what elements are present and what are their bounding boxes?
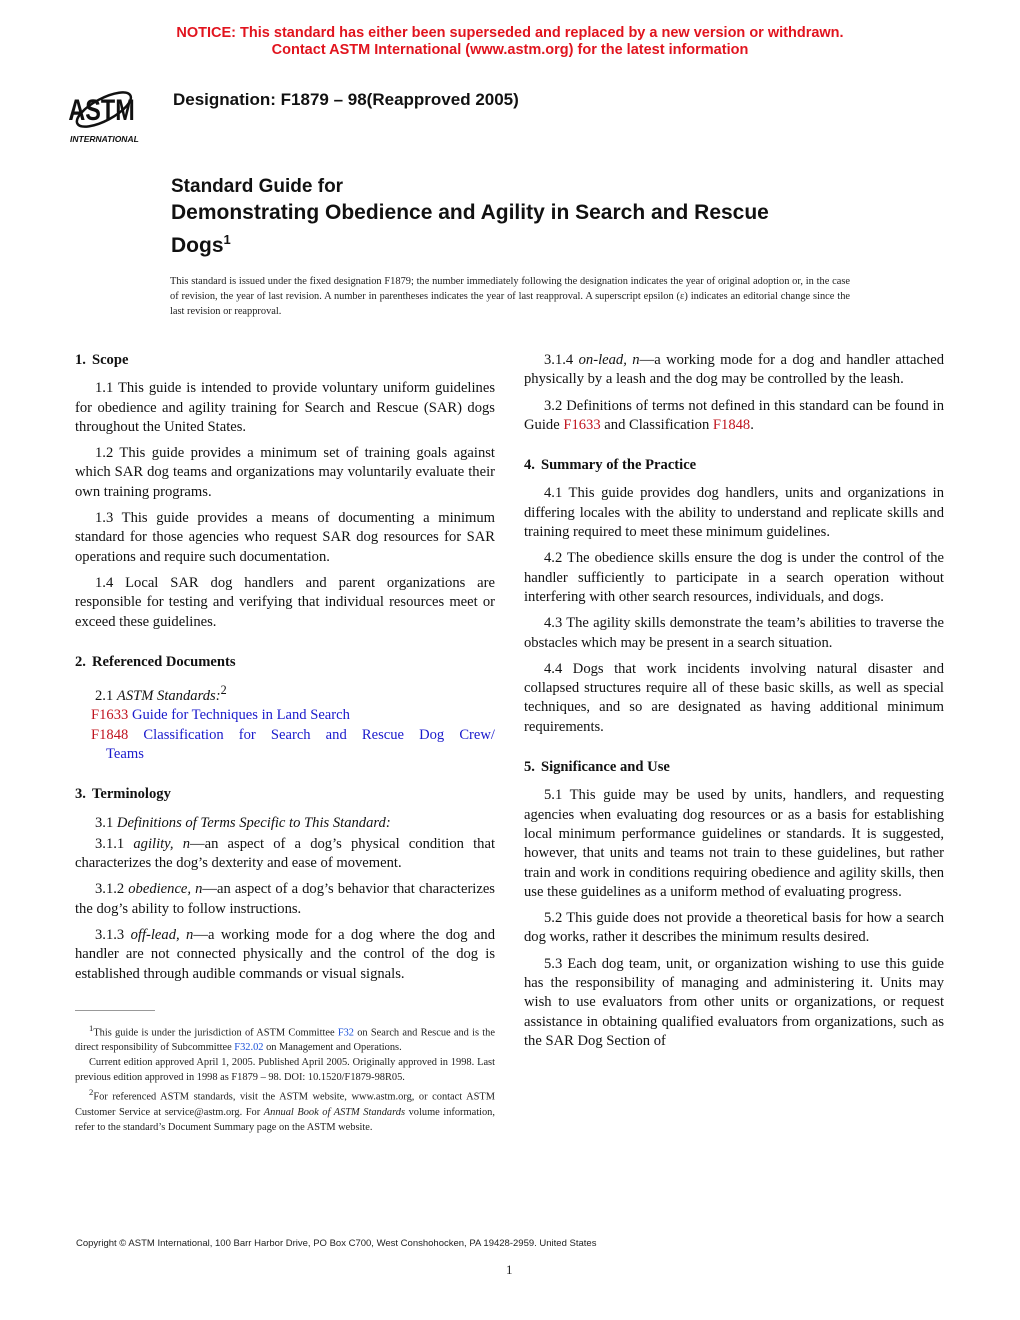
term: on-lead, n (578, 352, 640, 368)
definition-text: —a working mode for a dog and handler attached physically by a leash and the dog may be controlled by the leash. (524, 352, 944, 388)
section-3-heading (75, 785, 495, 804)
text: For referenced ASTM standards, visit the ASTM website, www.astm.org, or contact ASTM Customer Service at service@astm.org. For (75, 1091, 495, 1118)
footnote-ref-2: 2 (220, 683, 227, 698)
link-subcommittee-f32-02[interactable]: F32.02 (234, 1042, 264, 1054)
svg-text:INTERNATIONAL: INTERNATIONAL (70, 134, 139, 144)
term: obedience, n (128, 881, 203, 898)
reference-title-link[interactable]: Classification for Search and Rescue Dog Crew/ (143, 726, 495, 743)
svg-text:ASTM: ASTM (68, 93, 135, 127)
text: on Search and Rescue and is the direct responsibility of Subcommittee (75, 1027, 495, 1054)
paragraph-5-1: 5.1 This guide may be used by units, handlers, and requesting agencies when evaluating dog resources or as a basis for establishing local minimum performance guidelines or standards. It is suggested, however, that units and teams not train to these guidelines, but rather train and work in conditions requiring obedience and agility skills, then use these guidelines as a uniform method of evaluating progress. (524, 787, 944, 900)
reference-f1848-continued (75, 745, 495, 764)
reference-title-link-cont[interactable]: Teams (106, 745, 144, 762)
definition-obedience (75, 880, 495, 919)
page-number: 1 (506, 1262, 513, 1277)
notice-line-1: NOTICE: This standard has either been superseded and replaced by a new version or withdrawn. (176, 25, 844, 41)
term: agility, n (133, 835, 190, 852)
paragraph-2-1 (75, 681, 495, 706)
section-5-heading (524, 758, 944, 777)
paragraph-4-4: 4.4 Dogs that work incidents involving natural disaster and collapsed structures require all of these basic skills, as well as special techniques, and so are designated as having additional minimum requirements. (524, 660, 944, 735)
title-line-1: Standard Guide for (171, 176, 344, 197)
notice-line-2: Contact ASTM International (www.astm.org) for the latest information (271, 42, 749, 58)
section-title: Significance and Use (540, 759, 670, 776)
text: volume information, refer to the standard’s Document Summary page on the ASTM website. (75, 1106, 495, 1133)
section-title: Summary of the Practice (540, 457, 697, 474)
paragraph-number: 2.1 (95, 688, 114, 705)
section-title: Referenced Documents (91, 653, 236, 670)
paragraph-5-2: 5.2 This guide does not provide a theoretical basis for how a search dog works, rather it describes the minimum results desired. (524, 910, 944, 946)
paragraph-1-2: 1.2 This guide provides a minimum set of training goals against which SAR dog teams and organizations may voluntarily evaluate their own training programs. (75, 445, 495, 500)
reference-code-link[interactable]: F1848 (91, 726, 129, 743)
document-title (171, 175, 891, 259)
annual-book-title: Annual Book of ASTM Standards (263, 1106, 406, 1118)
definition-agility (75, 835, 495, 874)
text: . (750, 416, 754, 433)
section-2-heading (75, 653, 495, 672)
paragraph-1-4: 1.4 Local SAR dog handlers and parent organizations are responsible for testing and verifying that individual resources meet or exceed these guidelines. (75, 574, 495, 630)
footnote-mark: 2 (89, 1087, 94, 1098)
section-number: 4. (524, 457, 535, 474)
reference-f1848 (75, 726, 495, 745)
title-line-3 (171, 226, 891, 259)
paragraph-4-2: 4.2 The obedience skills ensure the dog is under the control of the handler sufficiently to participate in a search operation without interfering with other search resources, individuals, and dogs. (524, 550, 944, 605)
astm-logo-icon (68, 74, 164, 146)
definition-on-lead (524, 351, 944, 390)
paragraph-4-1: 4.1 This guide provides dog handlers, units and organizations in differing locales with the ability to understand and replicate skills and training required to meet these minimum guidelines. (524, 485, 944, 541)
section-title: Terminology (91, 786, 171, 803)
footnote-1 (75, 1021, 495, 1055)
paragraph-number: 3.1 (95, 814, 114, 831)
definition-off-lead (75, 926, 495, 984)
title-footnote-mark: 1 (223, 232, 231, 247)
section-number: 5. (524, 759, 535, 776)
astm-standards-label: ASTM Standards: (116, 688, 221, 705)
paragraph-number: 3.1.3 (95, 926, 125, 943)
reference-code-link[interactable]: F1633 (91, 707, 129, 724)
paragraph-3-2 (524, 397, 944, 436)
section-1-heading (75, 351, 495, 370)
designation: Designation: F1879 – 98(Reapproved 2005) (173, 90, 519, 109)
title-line-3-text: Dogs (171, 234, 224, 257)
section-number: 1. (75, 352, 86, 368)
section-4-heading (524, 456, 944, 475)
supersession-notice (0, 25, 1020, 59)
term: off-lead, n (130, 926, 194, 943)
paragraph-number: 3.1.2 (95, 881, 125, 898)
definition-text: —a working mode for a dog where the dog and handler are not connected physically and the control of the dog is established through audible commands or visual signals. (75, 926, 495, 982)
definition-text: —an aspect of a dog’s physical condition that characterizes the dog’s dexterity and ease of movement. (75, 835, 496, 872)
reference-f1633 (75, 706, 495, 725)
paragraph-1-3: 1.3 This guide provides a means of documenting a minimum standard for those agencies who request SAR dog resources for SAR operations and require such documentation. (75, 510, 495, 565)
footnotes (75, 1021, 495, 1135)
text: This guide is under the jurisdiction of ASTM Committee (93, 1027, 338, 1039)
definitions-label: Definitions of Terms Specific to This Standard: (116, 814, 391, 831)
text: 3.2 Definitions of terms not defined in this standard can be found in Guide (524, 397, 944, 433)
footnote-edition: Current edition approved April 1, 2005. Published April 2005. Originally approved in 1998. Last previous edition approved in 1998 as F1879 – 98. DOI: 10.1520/F1879-98R05. (75, 1057, 495, 1084)
paragraph-number: 3.1.4 (544, 352, 574, 368)
title-line-2: Demonstrating Obedience and Agility in Search and Rescue (171, 201, 769, 224)
section-number: 3. (75, 786, 86, 803)
footnote-2 (75, 1085, 495, 1134)
reference-title-link[interactable]: Guide for Techniques in Land Search (131, 707, 350, 724)
preamble: This standard is issued under the fixed designation F1879; the number immediately following the designation indicates the year of original adoption or, in the case of revision, the year of last revision. A number in parentheses indicates the year of last reapproval. A superscript epsilon (ε) indicates an editorial change since the last revision or reapproval. (170, 276, 850, 317)
paragraph-5-3: 5.3 Each dog team, unit, or organization wishing to use this guide has the responsibility of managing and administering it. Units may wish to use evaluators from other units or organizations, or request assistance in obtaining qualified evaluators from organizations, such as the SAR Dog Section of (524, 955, 944, 1049)
link-f1848[interactable]: F1848 (712, 416, 751, 433)
paragraph-1-1: 1.1 This guide is intended to provide voluntary uniform guidelines for obedience and agility training for Search and Rescue (SAR) dogs throughout the United States. (75, 380, 495, 435)
section-number: 2. (75, 653, 86, 670)
text: and Classification (600, 416, 713, 433)
link-committee-f32[interactable]: F32 (337, 1027, 354, 1039)
copyright: Copyright © ASTM International, 100 Barr Harbor Drive, PO Box C700, West Conshohocken, PA 19428-2959. United States (76, 1238, 597, 1249)
text: on Management and Operations. (263, 1042, 402, 1054)
footnote-mark: 1 (89, 1023, 94, 1033)
footnote-divider (75, 1010, 155, 1011)
paragraph-number: 3.1.1 (95, 835, 125, 852)
section-title: Scope (91, 352, 129, 368)
definition-text: —an aspect of a dog’s behavior that characterizes the dog’s ability to follow instructions. (75, 881, 495, 917)
paragraph-3-1 (75, 814, 495, 833)
link-f1633[interactable]: F1633 (563, 416, 601, 433)
right-column (524, 351, 944, 1058)
left-column (75, 351, 495, 991)
paragraph-4-3: 4.3 The agility skills demonstrate the team’s abilities to traverse the obstacles which may be present in a search situation. (524, 615, 944, 651)
astm-logo (68, 74, 164, 146)
